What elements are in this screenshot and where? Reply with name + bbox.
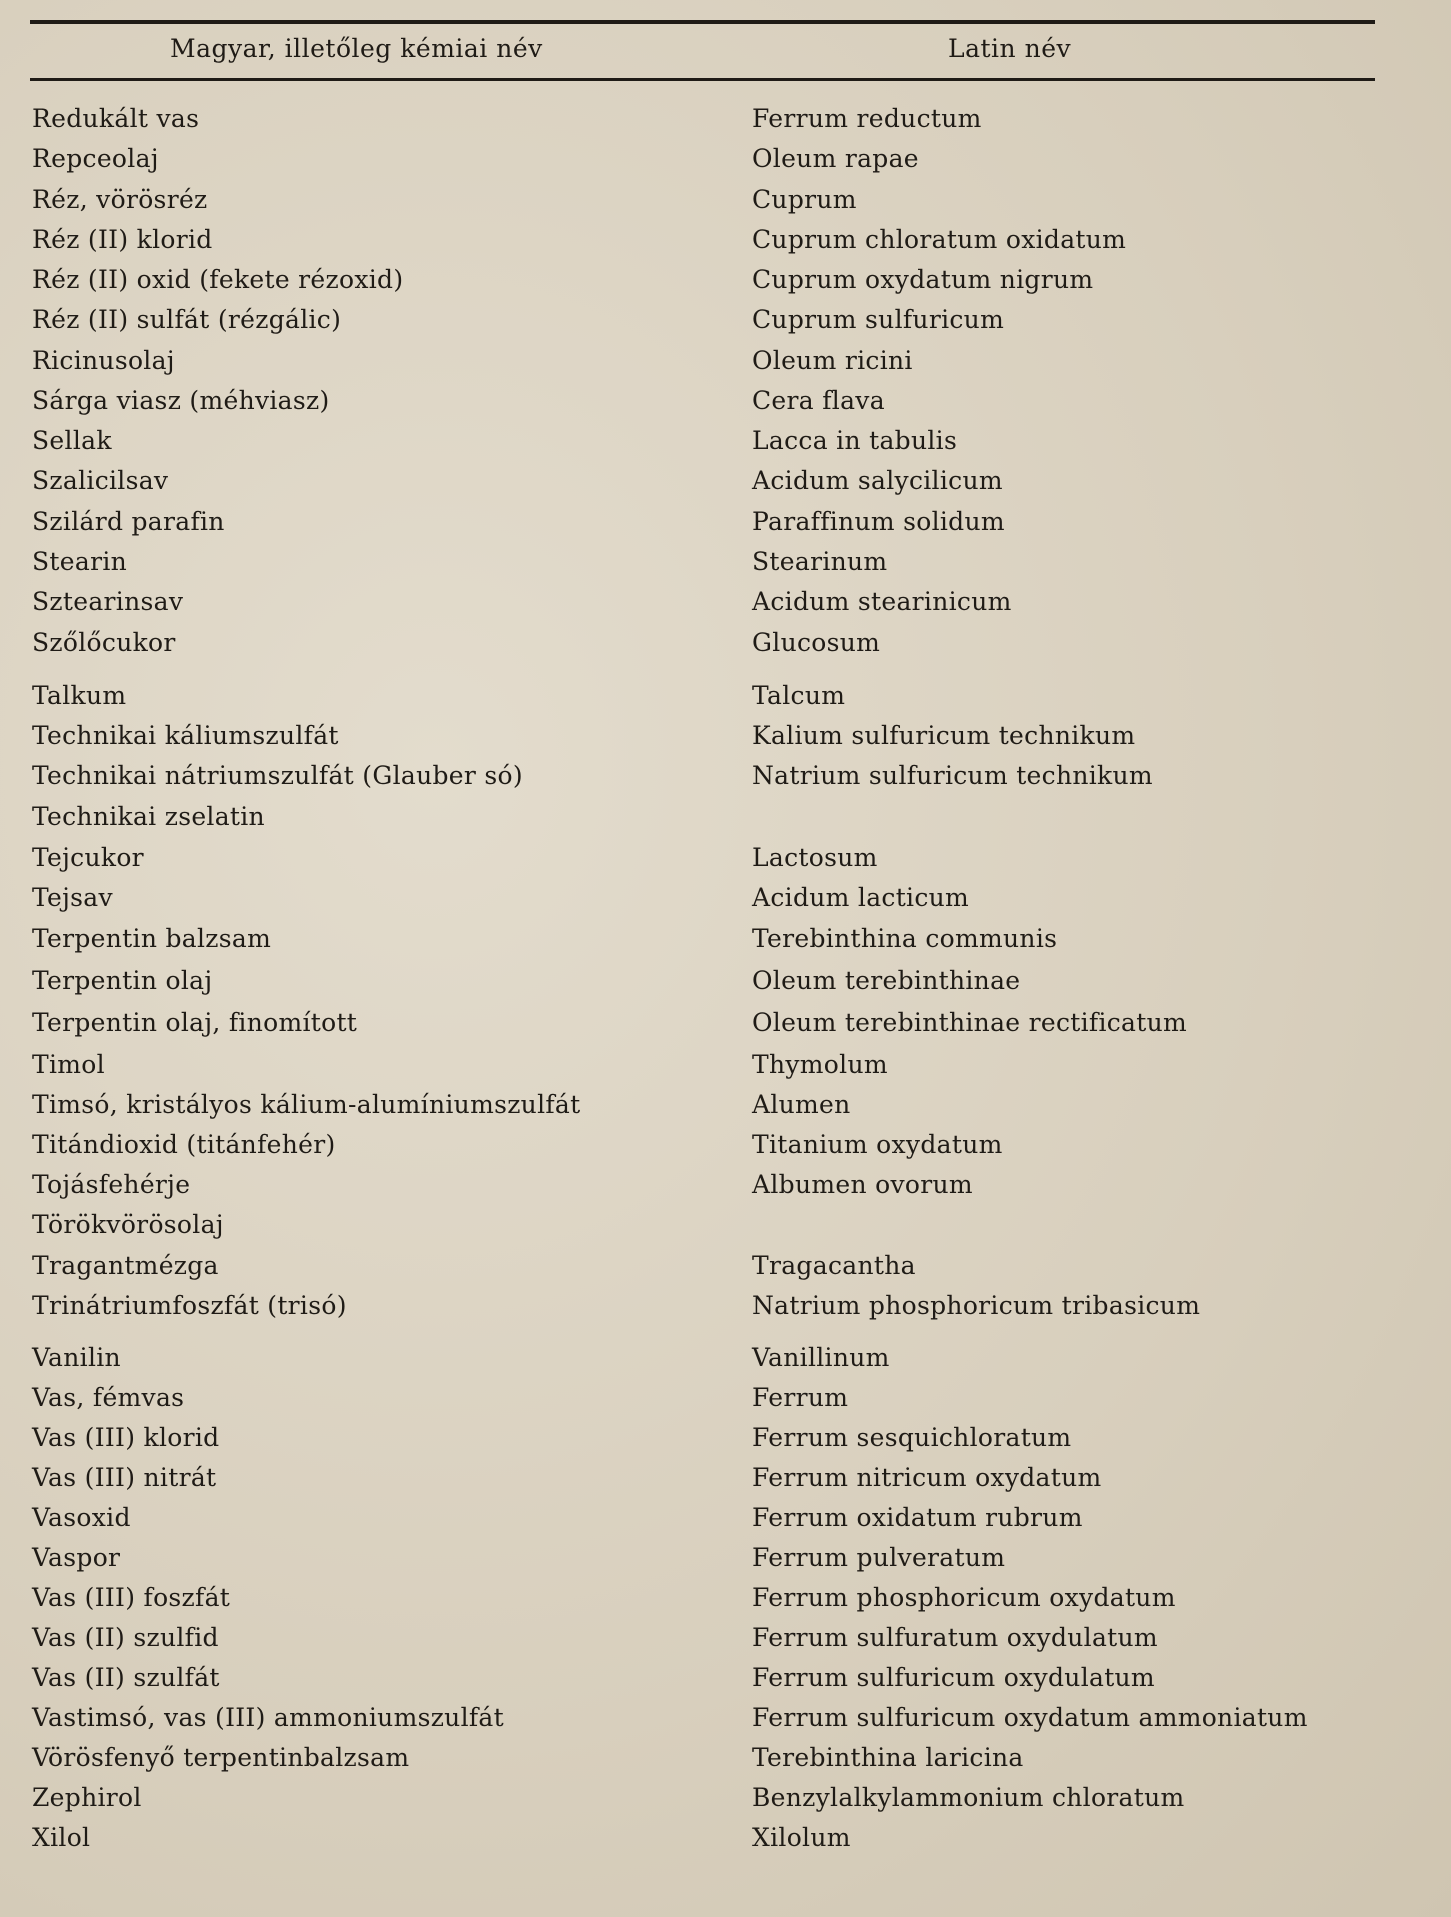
latin-name-cell: Xilolum <box>752 1823 851 1852</box>
hungarian-name-cell: Talkum <box>32 681 127 710</box>
hungarian-name-cell: Vas (III) nitrát <box>32 1463 217 1492</box>
latin-name-cell: Natrium sulfuricum technikum <box>752 761 1153 790</box>
latin-name-cell: Oleum rapae <box>752 144 919 173</box>
hungarian-name-cell: Törökvörösolaj <box>32 1210 224 1239</box>
hungarian-name-cell: Sárga viasz (méhviasz) <box>32 386 330 415</box>
latin-name-cell: Talcum <box>752 681 846 710</box>
latin-name-cell: Lactosum <box>752 843 878 872</box>
hungarian-name-cell: Repceolaj <box>32 144 159 173</box>
hungarian-name-cell: Vas (III) foszfát <box>32 1583 231 1612</box>
hungarian-name-cell: Réz, vörösréz <box>32 185 208 214</box>
latin-name-cell: Alumen <box>752 1090 851 1119</box>
hungarian-name-cell: Tejsav <box>32 883 113 912</box>
hungarian-name-cell: Vanilin <box>32 1343 121 1372</box>
hungarian-name-cell: Vas (II) szulfát <box>32 1663 220 1692</box>
hungarian-name-cell: Terpentin balzsam <box>32 924 272 953</box>
hungarian-name-cell: Technikai káliumszulfát <box>32 721 339 750</box>
header-hungarian-name: Magyar, illetőleg kémiai név <box>170 34 543 63</box>
hungarian-name-cell: Vas, fémvas <box>32 1383 185 1412</box>
latin-name-cell: Tragacantha <box>752 1251 916 1280</box>
hungarian-name-cell: Réz (II) sulfát (rézgálic) <box>32 305 342 334</box>
latin-name-cell: Titanium oxydatum <box>752 1130 1003 1159</box>
latin-name-cell: Natrium phosphoricum tribasicum <box>752 1291 1201 1320</box>
hungarian-name-cell: Vastimsó, vas (III) ammoniumszulfát <box>32 1703 504 1732</box>
latin-name-cell: Ferrum pulveratum <box>752 1543 1006 1572</box>
latin-name-cell: Acidum lacticum <box>752 883 970 912</box>
hungarian-name-cell: Titándioxid (titánfehér) <box>32 1130 336 1159</box>
hungarian-name-cell: Szőlőcukor <box>32 628 176 657</box>
latin-name-cell: Ferrum sulfuratum oxydulatum <box>752 1623 1158 1652</box>
hungarian-name-cell: Tragantmézga <box>32 1251 219 1280</box>
latin-name-cell: Ferrum sulfuricum oxydulatum <box>752 1663 1155 1692</box>
header-latin-name: Latin név <box>948 34 1072 63</box>
latin-name-cell: Albumen ovorum <box>752 1170 973 1199</box>
latin-name-cell: Cuprum <box>752 185 857 214</box>
latin-name-cell: Ferrum sulfuricum oxydatum ammoniatum <box>752 1703 1308 1732</box>
top-rule <box>30 20 1375 24</box>
latin-name-cell: Oleum ricini <box>752 346 913 375</box>
hungarian-name-cell: Sztearinsav <box>32 587 184 616</box>
latin-name-cell: Cuprum oxydatum nigrum <box>752 265 1094 294</box>
hungarian-name-cell: Redukált vas <box>32 104 200 133</box>
hungarian-name-cell: Sellak <box>32 426 112 455</box>
latin-name-cell: Oleum terebinthinae rectificatum <box>752 1008 1188 1037</box>
latin-name-cell: Thymolum <box>752 1050 888 1079</box>
hungarian-name-cell: Timsó, kristályos kálium-alumíniumszulfát <box>32 1090 581 1119</box>
hungarian-name-cell: Ricinusolaj <box>32 346 175 375</box>
latin-name-cell: Kalium sulfuricum technikum <box>752 721 1136 750</box>
hungarian-name-cell: Tojásfehérje <box>32 1170 191 1199</box>
latin-name-cell: Ferrum sesquichloratum <box>752 1423 1072 1452</box>
hungarian-name-cell: Stearin <box>32 547 128 576</box>
hungarian-name-cell: Vörösfenyő terpentinbalzsam <box>32 1743 410 1772</box>
latin-name-cell: Terebinthina laricina <box>752 1743 1024 1772</box>
latin-name-cell: Lacca in tabulis <box>752 426 958 455</box>
latin-name-cell: Acidum stearinicum <box>752 587 1012 616</box>
latin-name-cell: Paraffinum solidum <box>752 507 1005 536</box>
latin-name-cell: Ferrum reductum <box>752 104 982 133</box>
latin-name-cell: Cuprum chloratum oxidatum <box>752 225 1127 254</box>
latin-name-cell: Acidum salycilicum <box>752 466 1003 495</box>
hungarian-name-cell: Vasoxid <box>32 1503 131 1532</box>
hungarian-name-cell: Terpentin olaj, finomított <box>32 1008 358 1037</box>
hungarian-name-cell: Vas (II) szulfid <box>32 1623 219 1652</box>
header-rule <box>30 78 1375 81</box>
latin-name-cell: Cera flava <box>752 386 885 415</box>
hungarian-name-cell: Trinátriumfoszfát (trisó) <box>32 1291 347 1320</box>
latin-name-cell: Terebinthina communis <box>752 924 1058 953</box>
hungarian-name-cell: Zephirol <box>32 1783 142 1812</box>
hungarian-name-cell: Réz (II) klorid <box>32 225 213 254</box>
latin-name-cell: Glucosum <box>752 628 881 657</box>
hungarian-name-cell: Technikai nátriumszulfát (Glauber só) <box>32 761 523 790</box>
hungarian-name-cell: Vaspor <box>32 1543 121 1572</box>
hungarian-name-cell: Réz (II) oxid (fekete rézoxid) <box>32 265 404 294</box>
hungarian-name-cell: Tejcukor <box>32 843 144 872</box>
latin-name-cell: Cuprum sulfuricum <box>752 305 1005 334</box>
hungarian-name-cell: Timol <box>32 1050 105 1079</box>
latin-name-cell: Ferrum <box>752 1383 849 1412</box>
latin-name-cell: Ferrum phosphoricum oxydatum <box>752 1583 1176 1612</box>
latin-name-cell: Oleum terebinthinae <box>752 966 1021 995</box>
latin-name-cell: Ferrum oxidatum rubrum <box>752 1503 1083 1532</box>
hungarian-name-cell: Xilol <box>32 1823 91 1852</box>
hungarian-name-cell: Szilárd parafin <box>32 507 225 536</box>
latin-name-cell: Benzylalkylammonium chloratum <box>752 1783 1185 1812</box>
hungarian-name-cell: Terpentin olaj <box>32 966 213 995</box>
hungarian-name-cell: Szalicilsav <box>32 466 169 495</box>
latin-name-cell: Ferrum nitricum oxydatum <box>752 1463 1102 1492</box>
latin-name-cell: Stearinum <box>752 547 888 576</box>
latin-name-cell: Vanillinum <box>752 1343 890 1372</box>
hungarian-name-cell: Technikai zselatin <box>32 802 265 831</box>
hungarian-name-cell: Vas (III) klorid <box>32 1423 220 1452</box>
